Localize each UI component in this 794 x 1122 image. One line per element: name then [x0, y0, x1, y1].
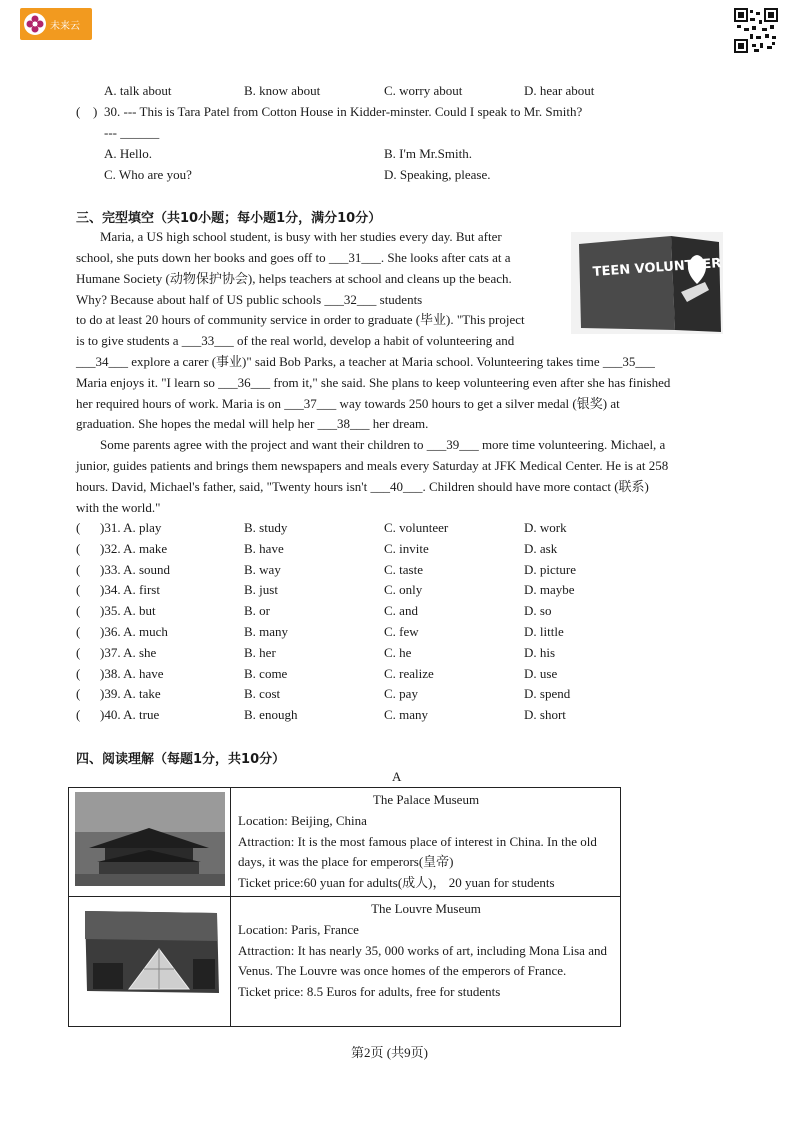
passage-line-5: to do at least 20 hours of community service in order to graduate (毕业). "This project	[76, 312, 525, 327]
louvre-image-cell	[69, 897, 231, 1027]
passage-line-10: graduation. She hopes the medal will help her ___38___ her dream.	[76, 416, 429, 431]
q30-option-b[interactable]: B. I'm Mr.Smith.	[384, 146, 472, 161]
louvre-ticket: Ticket price: 8.5 Euros for adults, free for students	[238, 984, 501, 1000]
table-row	[69, 788, 621, 897]
louvre-name: The Louvre Museum	[371, 901, 481, 916]
question-option-c[interactable]: C. invite	[384, 540, 429, 556]
question-option-a[interactable]: )33. A. sound	[100, 561, 171, 577]
question-option-b[interactable]: B. study	[244, 520, 288, 535]
question-option-d[interactable]: D. little	[524, 624, 564, 639]
question-option-b[interactable]: B. way	[244, 561, 281, 577]
question-option-c[interactable]: C. only	[384, 582, 423, 598]
page-number: 第2页 (共9页)	[351, 1045, 428, 1060]
palace-museum-image	[69, 788, 230, 892]
q30-paren-open: (	[76, 104, 81, 119]
question-option-d[interactable]: D. picture	[524, 561, 576, 577]
qr-code-icon	[734, 6, 778, 54]
question-option-d[interactable]: D. work	[524, 520, 567, 535]
question-option-b[interactable]: B. just	[244, 582, 278, 598]
answer-paren: (	[76, 520, 81, 535]
answer-paren: (	[76, 644, 81, 660]
passage-line-3: Humane Society (动物保护协会), helps teachers at school and cleans up the beach.	[76, 271, 512, 286]
section3-title: 三、完型填空（共10小题；每小题1分，满分10分）	[76, 211, 382, 226]
q30-stem: 30. --- This is Tara Patel from Cotton House in Kidder-minster. Could I speak to Mr. Smith?	[104, 104, 583, 119]
question-option-a[interactable]: )39. A. take	[100, 686, 161, 702]
question-option-a[interactable]: )36. A. much	[100, 624, 168, 639]
question-option-c[interactable]: C. he	[384, 644, 412, 660]
passage2-line-3: hours. David, Michael's father, said, "Twenty hours isn't ___40___. Children should have more contact (联系)	[76, 479, 649, 494]
question-option-c[interactable]: C. and	[384, 603, 418, 619]
question-option-b[interactable]: B. cost	[244, 686, 281, 702]
question-option-d[interactable]: D. spend	[524, 686, 571, 702]
palace-location: Location: Beijing, China	[238, 812, 367, 828]
table-row	[69, 897, 621, 1027]
question-option-b[interactable]: B. have	[244, 540, 284, 556]
passage2-line-4: with the world."	[76, 500, 161, 515]
flower-icon	[24, 13, 46, 35]
q30-response: --- ______	[104, 125, 160, 140]
question-option-b[interactable]: B. many	[244, 624, 289, 639]
question-option-d[interactable]: D. his	[524, 644, 556, 660]
answer-paren: (	[76, 603, 81, 619]
passage-line-4: Why? Because about half of US public schools ___32___ students	[76, 292, 423, 307]
q29-option-b[interactable]: B. know about	[244, 83, 321, 98]
logo-text: 未来云	[50, 21, 80, 32]
q30-paren-close: )	[93, 104, 98, 119]
louvre-attraction: Attraction: It has nearly 35, 000 works of art, including Mona Lisa and Venus. The Louvre was once homes of the emperors of France.	[238, 942, 607, 979]
q30-option-d[interactable]: D. Speaking, please.	[384, 167, 491, 182]
question-option-a[interactable]: )34. A. first	[100, 582, 160, 598]
question-option-d[interactable]: D. maybe	[524, 582, 575, 598]
answer-paren: (	[76, 707, 81, 723]
q29-option-a[interactable]: A. talk about	[104, 83, 172, 98]
teen-image-caption: TEEN VOLUNTEER HOURS	[592, 252, 779, 280]
palace-attraction: Attraction: It is the most famous place of interest in China. In the old days, it was the place for emperors(皇帝)	[238, 833, 597, 870]
question-option-c[interactable]: C. realize	[384, 665, 434, 681]
question-option-d[interactable]: D. short	[524, 707, 566, 723]
palace-image-cell	[69, 788, 231, 897]
passage-line-9: her required hours of work. Maria is on ___37___ way towards 250 hours to get a silver medal (银奖) at	[76, 396, 620, 411]
question-option-c[interactable]: C. volunteer	[384, 520, 449, 535]
palace-ticket: Ticket price:60 yuan for adults(成人)， 20 yuan for students	[238, 875, 555, 891]
palace-info-cell	[231, 788, 621, 897]
answer-paren: (	[76, 561, 81, 577]
question-option-a[interactable]: )32. A. make	[100, 540, 168, 556]
section4-subheading: A	[392, 769, 402, 784]
brand-logo	[20, 8, 92, 40]
answer-paren: (	[76, 624, 81, 639]
question-option-d[interactable]: D. use	[524, 665, 558, 681]
answer-paren: (	[76, 540, 81, 556]
question-option-d[interactable]: D. so	[524, 603, 552, 619]
louvre-museum-image	[69, 897, 230, 1022]
question-option-a[interactable]: )35. A. but	[100, 603, 156, 619]
answer-paren: (	[76, 665, 81, 681]
question-option-b[interactable]: B. her	[244, 644, 276, 660]
answer-paren: (	[76, 686, 81, 702]
passage2-line-1: Some parents agree with the project and want their children to ___39___ more time volunteering. Michael, a	[100, 437, 666, 452]
passage-line-2: school, she puts down her books and goes off to ___31___. She looks after cats at a	[76, 250, 511, 265]
q29-option-d[interactable]: D. hear about	[524, 83, 595, 98]
question-option-d[interactable]: D. ask	[524, 540, 558, 556]
question-option-b[interactable]: B. or	[244, 603, 270, 619]
question-option-a[interactable]: )31. A. play	[100, 520, 162, 535]
q30-option-c[interactable]: C. Who are you?	[104, 167, 192, 182]
teen-volunteer-image	[571, 232, 779, 334]
louvre-info-cell	[231, 897, 621, 1027]
answer-paren: (	[76, 582, 81, 598]
question-option-b[interactable]: B. enough	[244, 707, 298, 723]
question-option-b[interactable]: B. come	[244, 665, 288, 681]
q30-option-a[interactable]: A. Hello.	[104, 146, 153, 161]
passage-line-6: is to give students a ___33___ of the real world, develop a habit of volunteering and	[76, 333, 515, 348]
section4-title: 四、阅读理解（每题1分，共10分）	[76, 752, 286, 767]
passage-line-7: ___34___ explore a carer (事业)" said Bob Parks, a teacher at Maria school. Volunteering takes time ___35___	[76, 354, 655, 369]
question-option-a[interactable]: )40. A. true	[100, 707, 160, 723]
question-option-c[interactable]: C. pay	[384, 686, 418, 702]
palace-name: The Palace Museum	[372, 792, 480, 807]
q29-option-c[interactable]: C. worry about	[384, 83, 463, 98]
question-option-a[interactable]: )38. A. have	[100, 665, 164, 681]
passage-line-8: Maria enjoys it. "I learn so ___36___ from it," she said. She plans to keep volunteering even after she has finished	[76, 375, 671, 390]
question-option-c[interactable]: C. many	[384, 707, 429, 723]
louvre-location: Location: Paris, France	[238, 921, 359, 937]
museum-table	[68, 787, 621, 1027]
question-option-c[interactable]: C. taste	[384, 561, 423, 577]
question-option-a[interactable]: )37. A. she	[100, 644, 157, 660]
passage-line-1: Maria, a US high school student, is busy with her studies every day. But after	[100, 229, 502, 244]
question-option-c[interactable]: C. few	[384, 624, 419, 639]
passage2-line-2: junior, guides patients and brings them newspapers and meals every Saturday at JFK Medical Center. He is at 258	[76, 458, 669, 473]
